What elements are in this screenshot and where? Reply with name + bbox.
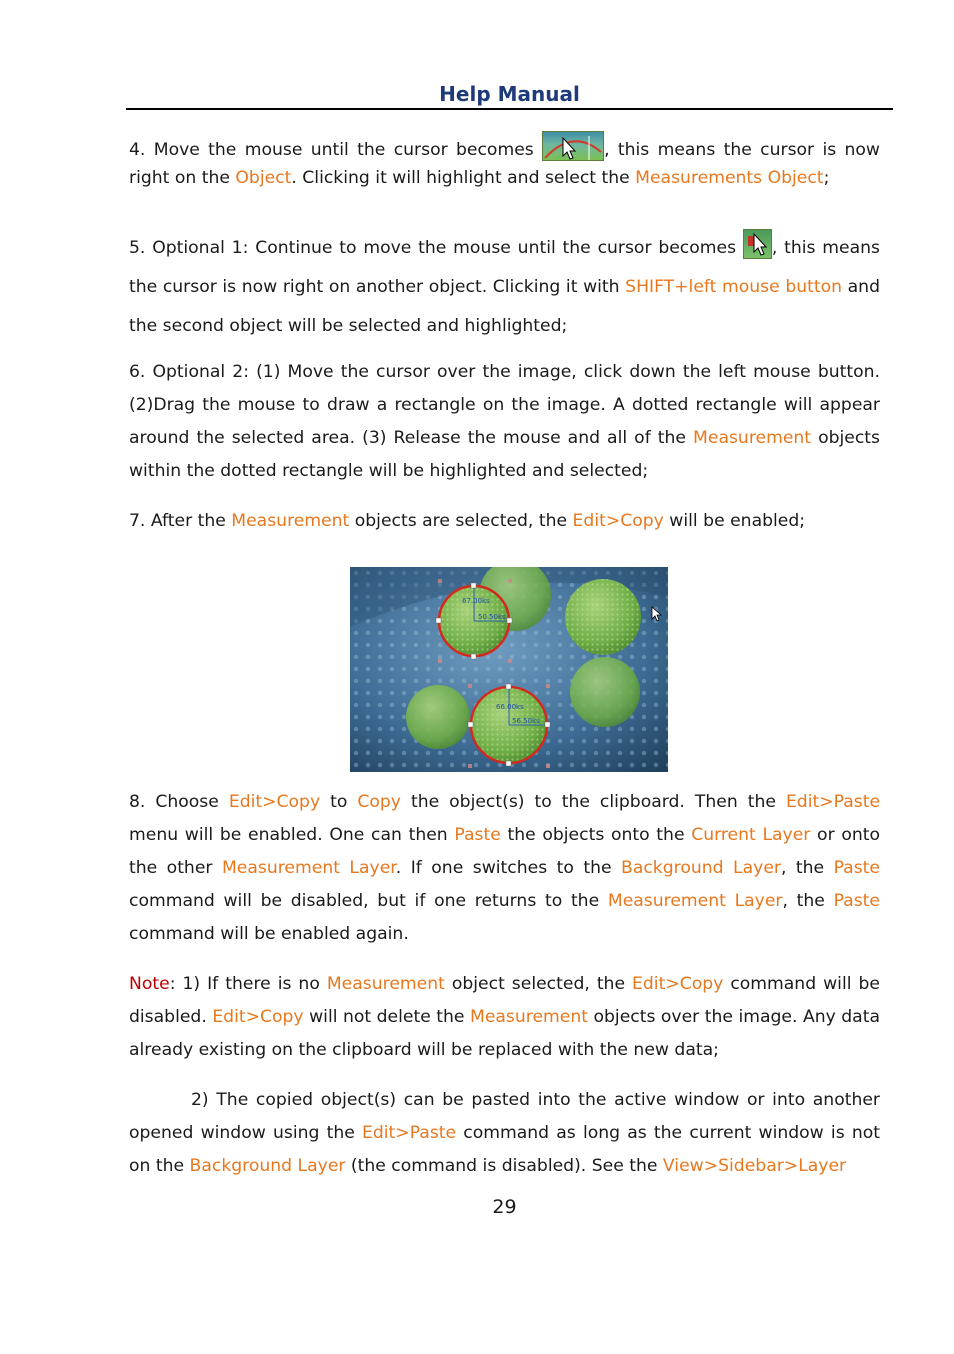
step-4-text-b: , this means the cursor is now right on the (129, 140, 880, 188)
edit-copy-term: Edit>Copy (572, 511, 664, 531)
step-5-text-b: , this means the cursor is now right on another object. Clicking it with (129, 238, 880, 297)
step-6-text-b: objects within the dotted rectangle will be highlighted and selected; (129, 428, 881, 481)
note-2-paragraph (129, 1084, 880, 1183)
step-5-text: 5. Optional 1: Continue to move the mouse until the cursor becomes (129, 238, 743, 258)
note-text: object selected, the (444, 974, 633, 994)
note-text: command will be disabled. (129, 974, 880, 1027)
page-title: Help Manual (439, 82, 580, 106)
step-8-text: command will be disabled, but if one returns to the (129, 891, 608, 911)
step-7-text-b: objects are selected, the (349, 511, 573, 531)
step-8-text: the objects onto the (500, 825, 692, 845)
header-divider (126, 108, 893, 110)
measurement-term: Measurement (326, 974, 445, 994)
background-layer-term: Background Layer (621, 858, 781, 878)
paste-term: Paste (833, 891, 880, 911)
step-4-text-d: ; (823, 168, 830, 188)
note-text: will not delete the (303, 1007, 470, 1027)
micrograph-image (350, 567, 668, 772)
step-6-paragraph (129, 356, 880, 488)
step-8-text: , the (782, 891, 834, 911)
paste-term: Paste (454, 825, 501, 845)
background-layer-term: Background Layer (189, 1156, 346, 1176)
copy-term: Copy (357, 792, 401, 812)
edit-paste-term: Edit>Paste (362, 1123, 457, 1143)
step-8-text: to (320, 792, 358, 812)
note-text: objects over the image. Any data already existing on the clipboard will be replaced with the new data; (129, 1007, 880, 1060)
edit-copy-term: Edit>Copy (632, 974, 724, 994)
step-8-text: , the (780, 858, 834, 878)
note-2-text: (the command is disabled). See the (345, 1156, 663, 1176)
edit-copy-term: Edit>Copy (212, 1007, 304, 1027)
measurement-term: Measurement (231, 511, 350, 531)
note-label: Note (129, 974, 170, 994)
step-5-paragraph (129, 229, 880, 346)
measurement-label: 56.50ks (512, 717, 540, 725)
note-paragraph (129, 968, 880, 1067)
measurement-label: 67.00ks (462, 597, 490, 605)
current-layer-term: Current Layer (691, 825, 811, 845)
edit-paste-term: Edit>Paste (785, 792, 881, 812)
edit-copy-term: Edit>Copy (228, 792, 321, 812)
measurement-term: Measurement (693, 428, 812, 448)
note-text: : 1) If there is no (169, 974, 327, 994)
step-5-text-c: and the second object will be selected and highlighted; (129, 277, 880, 336)
select-cursor-icon (743, 229, 772, 259)
step-8-text: . If one switches to the (395, 858, 622, 878)
measurement-label: 66.00ks (496, 703, 524, 711)
step-8-text: 8. Choose (129, 792, 229, 812)
page-number: 29 (492, 1196, 517, 1218)
step-7-paragraph (129, 505, 880, 538)
move-cursor-over-object-icon (542, 131, 604, 161)
step-8-text: the object(s) to the clipboard. Then the (400, 792, 786, 812)
measurements-object-term: Measurements Object (635, 168, 824, 188)
paste-term: Paste (833, 858, 880, 878)
shift-left-mouse-term: SHIFT+left mouse button (625, 277, 843, 297)
step-4-text-c: . Clicking it will highlight and select the (291, 168, 636, 188)
measurement-screenshot-figure (350, 567, 668, 772)
step-4-paragraph (129, 131, 880, 192)
step-6-text: 6. Optional 2: (1) Move the cursor over the image, click down the left mouse button. (2)Drag the mouse to draw a rectangle on the image. A dotted rectangle will appear around the selected area. (3) Release the mouse and all of the (129, 362, 880, 448)
measurement-layer-term: Measurement Layer (221, 858, 396, 878)
step-7-text: 7. After the (129, 511, 232, 531)
step-8-text: or onto the other (129, 825, 880, 878)
measurement-term: Measurement (470, 1007, 588, 1027)
view-sidebar-layer-term: View>Sidebar>Layer (662, 1156, 847, 1176)
step-8-text: command will be enabled again. (129, 924, 409, 944)
object-term: Object (235, 168, 292, 188)
note-2-text: 2) The copied object(s) can be pasted into the active window or into another opened window using the (129, 1090, 880, 1143)
step-4-text: 4. Move the mouse until the cursor becomes (129, 140, 543, 160)
note-2-text: command as long as the current window is not on the (129, 1123, 881, 1176)
step-7-text-c: will be enabled; (663, 511, 806, 531)
measurement-layer-term: Measurement Layer (607, 891, 783, 911)
step-8-paragraph (129, 786, 880, 951)
measurement-label: 50.50ks (478, 613, 506, 621)
step-8-text: menu will be enabled. One can then (129, 825, 455, 845)
